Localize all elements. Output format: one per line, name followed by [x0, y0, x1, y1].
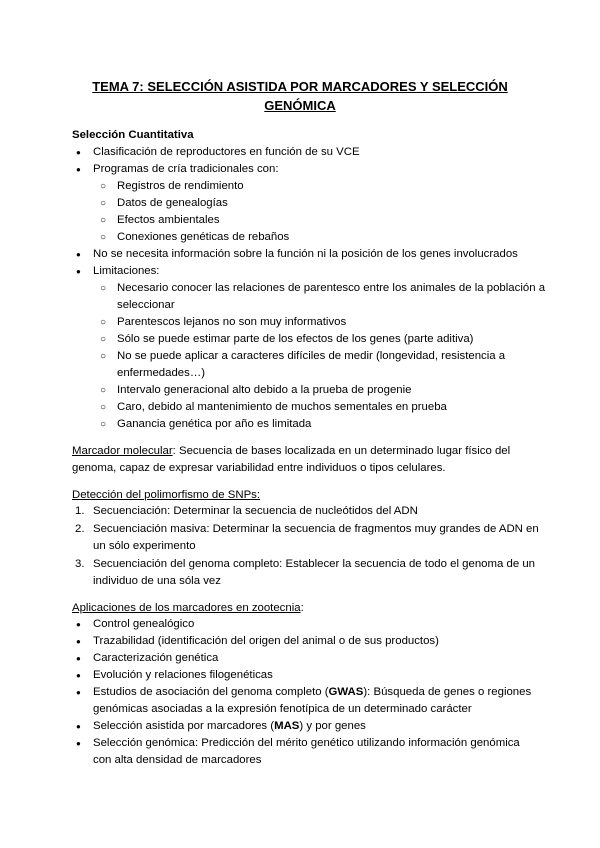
list-item: Programas de cría tradicionales con:	[93, 163, 279, 175]
sub-list-item: Caro, debido al mantenimiento de muchos sementales en prueba	[117, 401, 447, 413]
heading-colon: :	[300, 602, 304, 614]
acronym-gwas: GWAS	[328, 686, 364, 698]
numbered-item: Secuenciación: Determinar la secuencia de nucleótidos del ADN	[93, 505, 418, 517]
bullet-icon: ●	[76, 267, 81, 276]
sub-list-item: Intervalo generacional alto debido a la prueba de progenie	[117, 384, 412, 396]
page-title	[90, 77, 510, 115]
list-item: Limitaciones:	[93, 265, 160, 277]
list-item: Evolución y relaciones filogenéticas	[93, 669, 273, 681]
title-line-1: TEMA 7: SELECCIÓN ASISTIDA POR MARCADORES Y SELECCIÓN	[92, 79, 508, 94]
circle-bullet-icon: ○	[100, 181, 107, 192]
sub-list-item-continued: seleccionar	[117, 299, 175, 311]
bullet-icon: ●	[76, 671, 81, 680]
section-heading-seleccion-cuantitativa: Selección Cuantitativa	[72, 129, 194, 141]
sub-list-item: Ganancia genética por año es limitada	[117, 418, 312, 430]
circle-bullet-icon: ○	[100, 351, 107, 362]
sub-list-item: Necesario conocer las relaciones de parentesco entre los animales de la población a	[117, 282, 546, 294]
numbered-item: Secuenciación del genoma completo: Establecer la secuencia de todo el genoma de un	[93, 558, 535, 570]
sub-list-item-continued: enfermedades…)	[117, 367, 206, 379]
text-segment: ): Búsqueda de genes o regiones	[363, 686, 532, 698]
list-item-continued: con alta densidad de marcadores	[93, 754, 262, 766]
circle-bullet-icon: ○	[100, 215, 107, 226]
numbered-item-continued: un sólo experimento	[93, 540, 196, 552]
sub-list-item: Registros de rendimiento	[117, 180, 244, 192]
bullet-icon: ●	[76, 165, 81, 174]
definition-text: : Secuencia de bases localizada en un determinado lugar físico del	[172, 445, 511, 457]
list-item: Control genealógico	[93, 618, 195, 630]
bullet-icon: ●	[76, 148, 81, 157]
sub-list-item: Parentescos lejanos no son muy informativos	[117, 316, 347, 328]
bullet-icon: ●	[76, 722, 81, 731]
list-number: 2.	[75, 523, 85, 535]
list-item: Caracterización genética	[93, 652, 219, 664]
section-heading-aplicaciones	[72, 600, 304, 617]
sub-list-item: Efectos ambientales	[117, 214, 220, 226]
bullet-icon: ●	[76, 637, 81, 646]
heading-text: Aplicaciones de los marcadores en zootecnia	[72, 602, 301, 614]
bullet-icon: ●	[76, 620, 81, 629]
sub-list-item: Conexiones genéticas de rebaños	[117, 231, 290, 243]
sub-list-item: Datos de genealogías	[117, 197, 228, 209]
list-number: 1.	[75, 505, 85, 517]
list-item: Clasificación de reproductores en función de su VCE	[93, 146, 360, 158]
list-item: No se necesita información sobre la función ni la posición de los genes involucrados	[93, 248, 518, 260]
term-marcador-molecular: Marcador molecular	[72, 445, 173, 457]
list-item-continued: genómicas asociadas a la expresión fenotípica de un determinado carácter	[93, 703, 472, 715]
section-heading-snps: Detección del polimorfismo de SNPs:	[72, 489, 261, 501]
circle-bullet-icon: ○	[100, 317, 107, 328]
bullet-icon: ●	[76, 250, 81, 259]
circle-bullet-icon: ○	[100, 419, 107, 430]
paragraph-continued: genoma, capaz de expresar variabilidad entre individuos o tipos celulares.	[72, 462, 446, 474]
text-segment: Estudios de asociación del genoma completo (	[93, 686, 329, 698]
circle-bullet-icon: ○	[100, 334, 107, 345]
list-item	[93, 718, 366, 735]
list-item: Selección genómica: Predicción del mérito genético utilizando información genómica	[93, 737, 520, 749]
numbered-item-continued: individuo de una sóla vez	[93, 575, 221, 587]
title-line-2: GENÓMICA	[264, 98, 336, 113]
circle-bullet-icon: ○	[100, 198, 107, 209]
paragraph-marcador-molecular	[72, 443, 510, 460]
sub-list-item: No se puede aplicar a caracteres difíciles de medir (longevidad, resistencia a	[117, 350, 506, 362]
sub-list-item: Sólo se puede estimar parte de los efectos de los genes (parte aditiva)	[117, 333, 474, 345]
text-segment: Selección asistida por marcadores (	[93, 720, 275, 732]
circle-bullet-icon: ○	[100, 402, 107, 413]
numbered-item: Secuenciación masiva: Determinar la secuencia de fragmentos muy grandes de ADN en	[93, 523, 539, 535]
list-item: Trazabilidad (identificación del origen del animal o de sus productos)	[93, 635, 439, 647]
text-segment: ) y por genes	[299, 720, 366, 732]
list-item	[93, 684, 531, 701]
bullet-icon: ●	[76, 654, 81, 663]
circle-bullet-icon: ○	[100, 232, 107, 243]
bullet-icon: ●	[76, 688, 81, 697]
list-number: 3.	[75, 558, 85, 570]
circle-bullet-icon: ○	[100, 385, 107, 396]
bullet-icon: ●	[76, 739, 81, 748]
circle-bullet-icon: ○	[100, 283, 107, 294]
acronym-mas: MAS	[274, 720, 300, 732]
